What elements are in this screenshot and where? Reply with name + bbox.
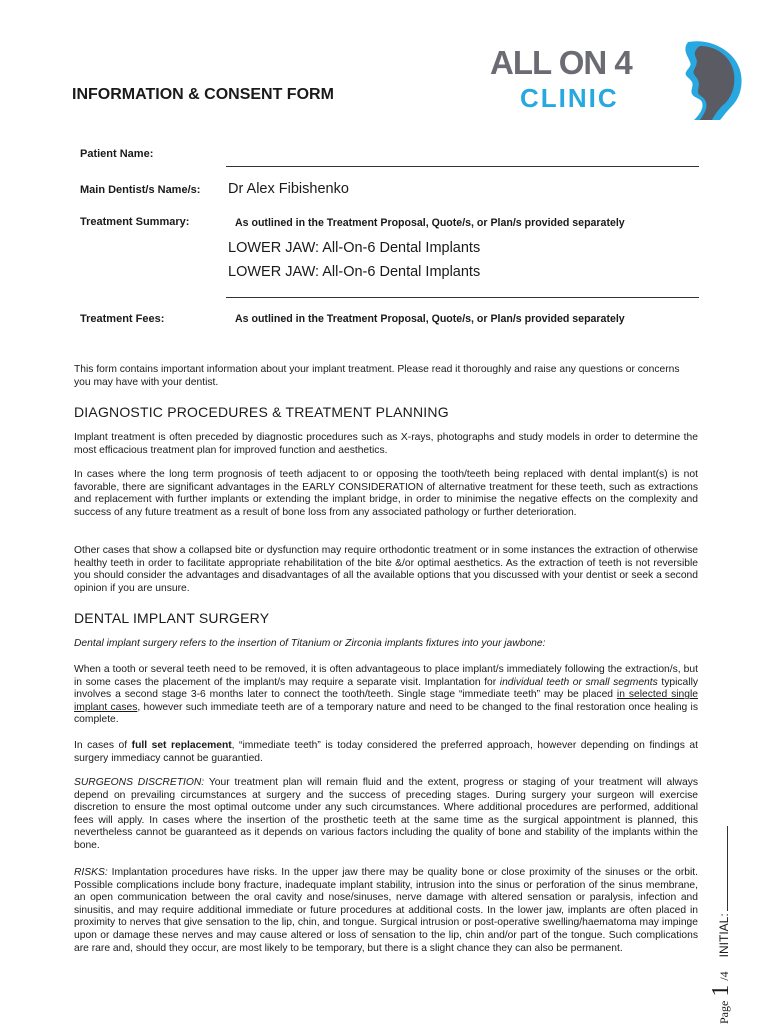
logo-text-all-on-4: ALL ON 4 xyxy=(490,44,632,81)
treatment-summary-line-1: LOWER JAW: All-On-6 Dental Implants xyxy=(228,240,481,256)
surgery-paragraph-2: In cases of full set replacement, “immediate teeth” is today considered the preferred approach, however depending on findings at surgery immediacy cannot be guarantied. xyxy=(74,740,698,764)
intro-paragraph: This form contains important information about your implant treatment. Please read it thoroughly and raise any questions or concerns you may have with your dentist. xyxy=(74,364,680,388)
logo-text-clinic: CLINIC xyxy=(520,83,619,113)
surgery-paragraph-1: When a tooth or several teeth need to be removed, it is often advantageous to place implant/s immediately following the extraction/s, but in some cases the placement of the implant/s may require a separate visit. Implantation for individual teeth or small segments typically involves a second stage 3-6 months later to connect the tooth/teeth. Single stage “immediate teeth” may be placed in selected single implant cases, however such immediate teeth are of a temporary nature and need to be changed to the final restoration once healing is complete. xyxy=(74,664,699,726)
surgery-heading: DENTAL IMPLANT SURGERY xyxy=(74,610,270,626)
treatment-fees-label: Treatment Fees: xyxy=(80,313,165,325)
initial-field[interactable] xyxy=(727,826,728,911)
initial-label: INITIAL: xyxy=(717,913,731,958)
dentist-name-label: Main Dentist/s Name/s: xyxy=(80,184,201,196)
page-number: 1 xyxy=(708,984,734,997)
page-footer xyxy=(708,764,735,1024)
clinic-logo xyxy=(488,40,750,120)
diagnostic-heading: DIAGNOSTIC PROCEDURES & TREATMENT PLANNING xyxy=(74,404,449,420)
diagnostic-paragraph-1: Implant treatment is often preceded by diagnostic procedures such as X-rays, photographs and study models in order to determine the most efficacious treatment plan for improved function and aesthetics. xyxy=(74,432,698,456)
patient-name-label: Patient Name: xyxy=(80,148,154,160)
surgeons-discretion-paragraph: SURGEONS DISCRETION: Your treatment plan will remain fluid and the extent, progress or staging of your treatment will always depend on prevailing circumstances at surgery and the success of preceding stages. During surgery your surgeon will exercise discretion to ensure the most optimal outcome under any such circumstances. Where additional procedures are performed, additional fees will apply. In cases where the insertion of the prosthetic teeth at the same time as the surgical appointment is planned, this nevertheless cannot be guaranteed as it depends on various factors including the quality of bone and stability of the implants within the bone. xyxy=(74,777,698,851)
surgery-intro: Dental implant surgery refers to the insertion of Titanium or Zirconia implants fixtures into your jawbone: xyxy=(74,638,546,649)
page-total: /4 xyxy=(717,971,731,981)
dentist-name-value: Dr Alex Fibishenko xyxy=(228,181,349,197)
diagnostic-paragraph-2: In cases where the long term prognosis of teeth adjacent to or opposing the tooth/teeth being replaced with dental implant(s) is not favorable, there are significant advantages in the EARLY CONSIDERATION of alternative treatment for these teeth, such as extractions and replacement with further implants or extending the implant bridge, in order to minimise the negative effects on the complexity and success of any future treatment as a result of bone loss from any associated pathology or further deterioration. xyxy=(74,469,698,518)
treatment-fees-note: As outlined in the Treatment Proposal, Quote/s, or Plan/s provided separately xyxy=(235,313,625,325)
treatment-summary-note: As outlined in the Treatment Proposal, Quote/s, or Plan/s provided separately xyxy=(235,217,625,229)
face-profile-icon xyxy=(648,40,748,120)
diagnostic-paragraph-3: Other cases that show a collapsed bite or dysfunction may require orthodontic treatment or in some instances the extraction of otherwise healthy teeth in order to facilitate appropriate rehabilitation of the bite &/or optimal aesthetics. As the extraction of teeth is not reversible you should consider the advantages and disadvantages of all the available options that you discussed with your dentist or seek a second opinion if you are unsure. xyxy=(74,545,698,594)
treatment-summary-divider xyxy=(226,297,699,298)
treatment-summary-label: Treatment Summary: xyxy=(80,216,190,228)
risks-paragraph: RISKS: Implantation procedures have risks. In the upper jaw there may be quality bone or close proximity of the sinuses or the orbit. Possible complications include bony fracture, inadequate implant stability, intrusion into the sinus or perforation of the sinus membrane, an open communication between the oral cavity and nose/sinuses, nerve damage with altered sensation or paralysis, infection and sinusitis, and may require additional immediate or future procedures at additional costs. In the lower jaw, implants are often placed in proximity to nerves that give sensation to the lip, chin, and tongue. Surgical intrusion or post-operative swelling/haematoma may impinge upon or damage these nerves and may cause altered or loss of sensation to the lip, chin and/or part of the tongue. Such complications are rare and, should they occur, are most likely to be temporary, but there is a slight chance they can also be permanent. xyxy=(74,867,698,954)
form-title: INFORMATION & CONSENT FORM xyxy=(72,86,334,103)
treatment-summary-line-2: LOWER JAW: All-On-6 Dental Implants xyxy=(228,264,481,280)
page-word: Page xyxy=(717,1000,731,1024)
patient-name-field[interactable] xyxy=(226,166,699,167)
